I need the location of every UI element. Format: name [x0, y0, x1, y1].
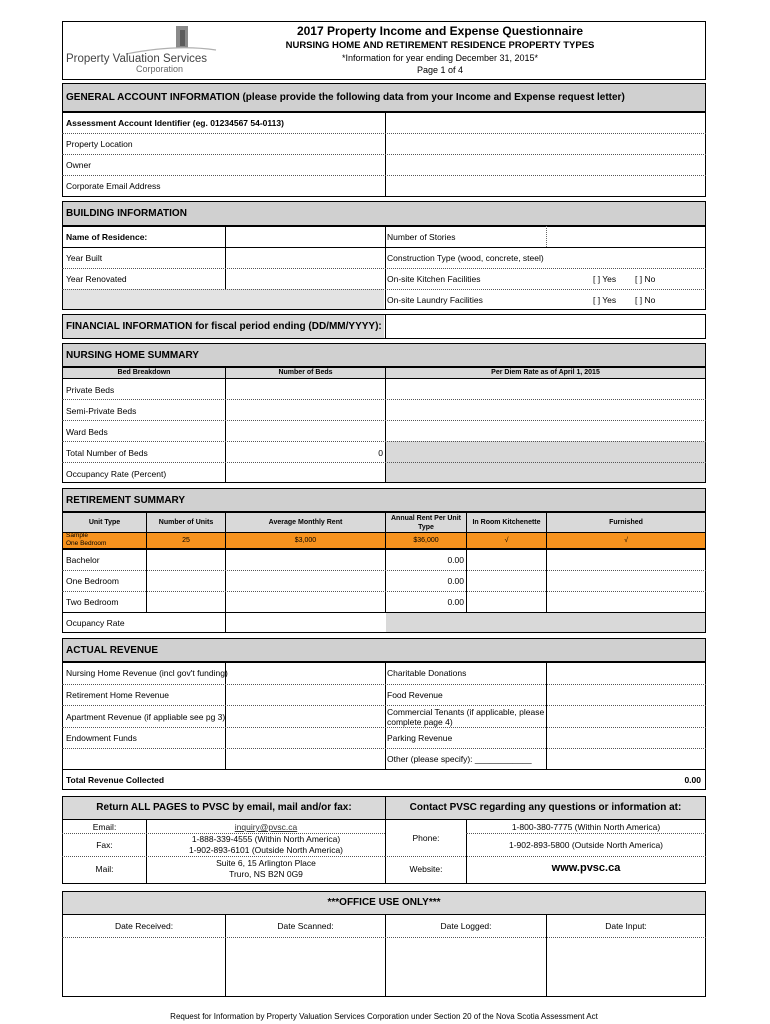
sample-unit-type: One Bedroom [66, 540, 107, 547]
date-input-label: Date Input: [605, 921, 647, 931]
parking-revenue-label: Parking Revenue [387, 733, 453, 743]
bachelor-units-field[interactable] [147, 550, 224, 570]
endowment-funds-field[interactable] [226, 728, 384, 748]
two-bedroom-units-field[interactable] [147, 592, 224, 612]
ward-beds-label: Ward Beds [66, 427, 108, 437]
sample-furnished-check: √ [624, 537, 628, 544]
nursing-revenue-field[interactable] [226, 663, 384, 684]
col-bed-breakdown: Bed Breakdown [117, 369, 171, 376]
property-location-label: Property Location [66, 139, 133, 149]
fax-label: Fax: [96, 840, 113, 850]
private-beds-rate-field[interactable] [386, 379, 705, 399]
other-revenue-label: Other (please specify): ____________ [387, 754, 532, 764]
account-identifier-label: Assessment Account Identifier (eg. 01234567 54-0113) [66, 118, 284, 128]
pvsc-logo [66, 24, 246, 74]
phone-number-1: 1-800-380-7775 (Within North America) [511, 822, 661, 832]
ward-beds-number-field[interactable] [226, 421, 384, 441]
kitchen-no-checkbox[interactable]: [ ] No [635, 274, 656, 284]
email-label: Corporate Email Address [66, 181, 161, 191]
total-revenue-label: Total Revenue Collected [66, 775, 165, 785]
date-received-label: Date Received: [114, 921, 174, 931]
parking-revenue-field[interactable] [547, 728, 705, 748]
page-subtitle: NURSING HOME AND RETIREMENT RESIDENCE PROPERTY TYPES [285, 40, 595, 51]
nursing-heading: NURSING HOME SUMMARY [62, 343, 706, 367]
general-heading: GENERAL ACCOUNT INFORMATION (please provide the following data from your Income and Expense request letter) [62, 83, 706, 112]
retirement-heading: RETIREMENT SUMMARY [62, 488, 706, 512]
office-heading: ***OFFICE USE ONLY*** [327, 897, 441, 908]
one-bedroom-label: One Bedroom [66, 576, 119, 586]
name-of-residence-label: Name of Residence: [66, 232, 148, 242]
total-beds-label: Total Number of Beds [66, 448, 148, 458]
laundry-yes-checkbox[interactable]: [ ] Yes [593, 295, 617, 305]
retirement-revenue-label: Retirement Home Revenue [66, 690, 169, 700]
website-label: Website: [409, 864, 443, 874]
bachelor-annual-rent: 0.00 [447, 555, 464, 565]
one-bedroom-avg-rent-field[interactable] [226, 571, 384, 591]
fiscal-period-field[interactable] [386, 315, 705, 338]
email-link[interactable]: inquiry@pvsc.ca [234, 822, 298, 832]
building-heading: BUILDING INFORMATION [62, 201, 706, 226]
year-built-field[interactable] [226, 248, 384, 268]
kitchen-label: On-site Kitchen Facilities [387, 274, 481, 284]
two-bedroom-avg-rent-field[interactable] [226, 592, 384, 612]
kitchen-yes-checkbox[interactable]: [ ] Yes [593, 274, 617, 284]
charitable-donations-field[interactable] [547, 663, 705, 684]
sample-avg-rent: $3,000 [294, 537, 317, 544]
other-revenue-field[interactable] [547, 749, 705, 769]
private-beds-label: Private Beds [66, 385, 115, 395]
total-revenue-value: 0.00 [684, 775, 701, 785]
occupancy-rate-label: Occupancy Rate (Percent) [66, 469, 167, 479]
owner-field[interactable] [386, 155, 705, 175]
date-logged-label: Date Logged: [440, 921, 492, 931]
return-heading: Return ALL PAGES to PVSC by email, mail and/or fax: [96, 802, 352, 813]
one-bedroom-annual-rent: 0.00 [447, 576, 464, 586]
info-line: *Information for year ending December 31, 2015* [341, 53, 539, 63]
charitable-donations-label: Charitable Donations [387, 668, 467, 678]
property-location-field[interactable] [386, 134, 705, 154]
account-identifier-field[interactable] [386, 113, 705, 133]
year-renovated-field[interactable] [226, 269, 384, 289]
page-title: 2017 Property Income and Expense Questionnaire [296, 24, 584, 38]
logo-line2: Corporation [136, 64, 184, 74]
year-renovated-label: Year Renovated [66, 274, 127, 284]
endowment-funds-label: Endowment Funds [66, 733, 137, 743]
commercial-tenants-label-2: complete page 4) [387, 717, 453, 727]
logo-line1: Property Valuation Services [66, 53, 208, 65]
construction-type-field[interactable] [547, 248, 705, 268]
private-beds-number-field[interactable] [226, 379, 384, 399]
page-number: Page 1 of 4 [416, 65, 464, 75]
phone-number-2: 1-902-893-5800 (Outside North America) [508, 840, 664, 850]
food-revenue-label: Food Revenue [387, 690, 443, 700]
construction-type-label: Construction Type (wood, concrete, steel) [387, 253, 544, 263]
phone-label: Phone: [412, 833, 440, 843]
mail-address-1: Suite 6, 15 Arlington Place [216, 858, 316, 868]
one-bedroom-units-field[interactable] [147, 571, 224, 591]
apartment-revenue-field[interactable] [226, 706, 384, 727]
retirement-occupancy-field[interactable] [226, 613, 384, 632]
semi-private-beds-label: Semi-Private Beds [66, 406, 137, 416]
financial-heading: FINANCIAL INFORMATION for fiscal period ending (DD/MM/YYYY): [66, 321, 382, 332]
semi-private-beds-rate-field[interactable] [386, 400, 705, 420]
sample-units: 25 [182, 537, 190, 544]
owner-label: Owner [66, 160, 92, 170]
ocupancy-rate-label: Ocupancy Rate [66, 618, 125, 628]
email-field[interactable] [386, 176, 705, 196]
number-of-stories-label: Number of Stories [387, 232, 456, 242]
col-annual-rent: Annual Rent Per Unit Type [390, 515, 461, 532]
sample-kitchenette-check: √ [504, 537, 509, 544]
sample-label: Sample [66, 532, 89, 539]
website-link[interactable]: www.pvsc.ca [551, 862, 621, 874]
semi-private-beds-number-field[interactable] [226, 400, 384, 420]
apartment-revenue-label: Apartment Revenue (if appliable see pg 3) [66, 712, 226, 722]
mail-address-2: Truro, NS B2N 0G9 [229, 869, 303, 879]
col-furnished: Furnished [609, 519, 643, 526]
laundry-label: On-site Laundry Facilities [387, 295, 483, 305]
retirement-revenue-field[interactable] [226, 685, 384, 705]
commercial-tenants-label: Commercial Tenants (if applicable, please [387, 707, 545, 717]
revenue-heading: ACTUAL REVENUE [62, 638, 706, 662]
laundry-no-checkbox[interactable]: [ ] No [635, 295, 656, 305]
fax-number-1: 1-888-339-4555 (Within North America) [191, 834, 341, 844]
col-number-of-units: Number of Units [158, 519, 214, 526]
name-of-residence-field[interactable] [226, 227, 384, 247]
bachelor-label: Bachelor [66, 555, 100, 565]
number-of-stories-field[interactable] [547, 227, 705, 247]
col-average-monthly-rent: Average Monthly Rent [268, 519, 343, 526]
two-bedroom-annual-rent: 0.00 [447, 597, 464, 607]
col-unit-type: Unit Type [88, 519, 121, 526]
occupancy-rate-field[interactable] [226, 463, 384, 482]
col-per-diem: Per Diem Rate as of April 1, 2015 [491, 369, 600, 376]
footer-note: Request for Information by Property Valuation Services Corporation under Section 20 of the Nova Scotia Assessment Act [170, 1012, 598, 1021]
email-label-cell: Email: [92, 822, 117, 832]
commercial-tenants-field[interactable] [547, 706, 705, 727]
contact-heading: Contact PVSC regarding any questions or information at: [409, 802, 682, 813]
col-number-of-beds: Number of Beds [278, 369, 333, 376]
date-scanned-label: Date Scanned: [277, 921, 334, 931]
food-revenue-field[interactable] [547, 685, 705, 705]
fax-number-2: 1-902-893-6101 (Outside North America) [188, 845, 344, 855]
mail-label: Mail: [95, 864, 114, 874]
total-beds-value: 0 [378, 448, 383, 458]
ward-beds-rate-field[interactable] [386, 421, 705, 441]
bachelor-avg-rent-field[interactable] [226, 550, 384, 570]
two-bedroom-label: Two Bedroom [66, 597, 119, 607]
sample-annual-rent: $36,000 [413, 537, 439, 544]
col-in-room-kitchenette: In Room Kitchenette [472, 519, 541, 526]
year-built-label: Year Built [66, 253, 103, 263]
nursing-revenue-label: Nursing Home Revenue (incl gov't funding) [66, 668, 228, 678]
